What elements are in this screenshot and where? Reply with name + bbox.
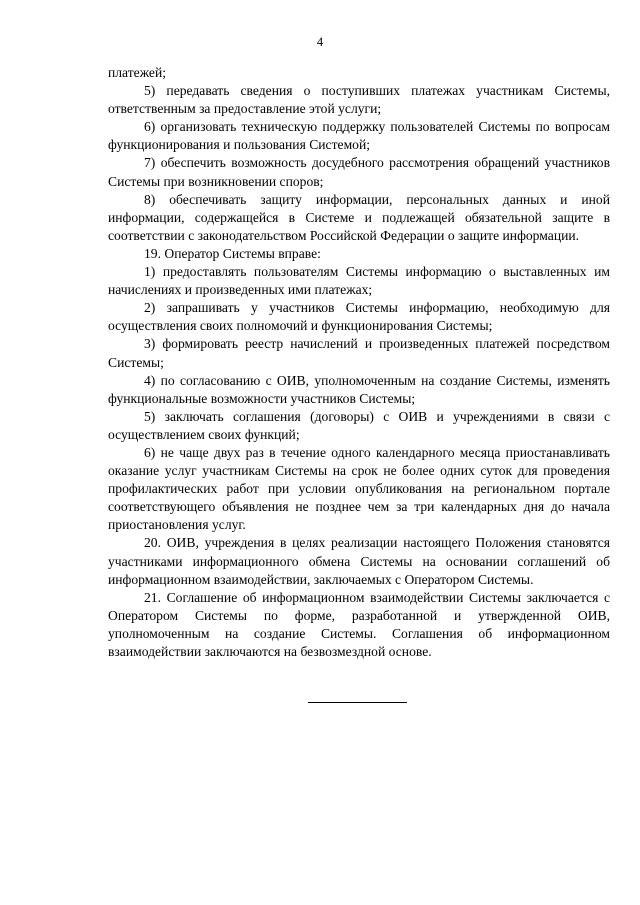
paragraph-19-item-1: 1) предоставлять пользователям Системы информацию о выставленных им начислениях и произведенных ими платежах; — [108, 264, 610, 298]
paragraph-19-item-4: 4) по согласованию с ОИВ, уполномоченным на создание Системы, изменять функциональные возможности участников Системы; — [108, 372, 610, 406]
paragraph-item-8: 8) обеспечивать защиту информации, персональных данных и иной информации, содержащейся в Системе и подлежащей обязательной защите в соответствии с законодательством Российской Федерации о защите информации. — [108, 191, 610, 243]
document-body — [108, 64, 610, 661]
paragraph-19-item-5: 5) заключать соглашения (договоры) с ОИВ и учреждениями в связи с осуществлением своих функций; — [108, 408, 610, 442]
paragraph-section-20: 20. ОИВ, учреждения в целях реализации настоящего Положения становятся участниками информационного обмена Системы на основании соглашений об информационном взаимодействии, заключаемых с Оператором Системы. — [108, 535, 610, 587]
paragraph-section-19: 19. Оператор Системы вправе: — [144, 245, 321, 261]
paragraph-19-item-6: 6) не чаще двух раз в течение одного календарного месяца приостанавливать оказание услуг участникам Системы на срок не более одних суток для проведения профилактических работ при условии опубликования на региональном портале соответствующего объявления не позднее чем за три календарных дня до начала приостановления услуг. — [108, 444, 610, 533]
paragraph-item-7: 7) обеспечить возможность досудебного рассмотрения обращений участников Системы при возникновении споров; — [108, 155, 610, 189]
paragraph-continuation: платежей; — [108, 65, 167, 80]
paragraph-section-21: 21. Соглашение об информационном взаимодействии Системы заключается с Оператором Системы по форме, разработанной и утвержденной ОИВ, уполномоченным на создание Системы. Соглашения об информационном взаимодействии заключаются на безвозмездной основе. — [108, 589, 610, 659]
paragraph-19-item-3: 3) формировать реестр начислений и произведенных платежей посредством Системы; — [108, 336, 610, 370]
paragraph-item-5: 5) передавать сведения о поступивших платежах участникам Системы, ответственным за предоставление этой услуги; — [108, 83, 610, 117]
paragraph-item-6: 6) организовать техническую поддержку пользователей Системы по вопросам функционирования и пользования Системой; — [108, 119, 610, 153]
page-number: 4 — [316, 35, 324, 49]
paragraph-19-item-2: 2) запрашивать у участников Системы информацию, необходимую для осуществления своих полномочий и функционирования Системы; — [108, 300, 610, 334]
end-of-document-rule — [308, 702, 407, 703]
